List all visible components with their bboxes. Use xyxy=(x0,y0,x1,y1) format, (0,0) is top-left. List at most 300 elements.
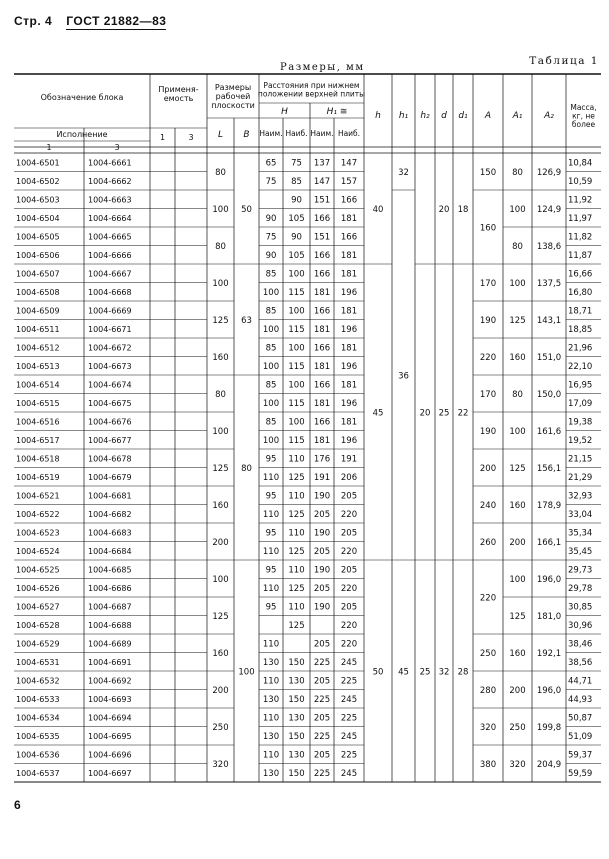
cell-l: 200 xyxy=(212,538,229,548)
table-label: Таблица 1 xyxy=(529,55,599,67)
row-H1-min: 166 xyxy=(313,417,331,428)
cell-h1: 45 xyxy=(398,667,409,678)
row-H-min: 65 xyxy=(265,158,277,169)
row-variant-3: 1004-6664 xyxy=(88,214,132,224)
header-d1: d₁ xyxy=(458,111,468,121)
row-variant-1: 1004-6525 xyxy=(16,565,60,575)
row-H-min: 95 xyxy=(265,602,277,613)
row-mass: 11,97 xyxy=(568,214,593,225)
row-variant-1: 1004-6531 xyxy=(16,658,60,668)
cell-l: 80 xyxy=(215,390,226,400)
cell-l: 160 xyxy=(212,649,229,659)
cell-b: 63 xyxy=(241,316,252,326)
row-H-min: 110 xyxy=(262,584,280,595)
row-H-max: 110 xyxy=(288,491,305,502)
cell-a: 170 xyxy=(479,390,497,400)
row-H-min: 95 xyxy=(265,454,277,465)
row-H1-min: 225 xyxy=(313,769,331,780)
row-variant-1: 1004-6535 xyxy=(16,732,60,742)
cell-a2: 196,0 xyxy=(536,575,562,585)
row-H-min: 110 xyxy=(262,713,280,724)
row-H-min: 110 xyxy=(262,750,280,761)
row-H-max: 115 xyxy=(288,436,305,447)
page-label: Стр. 4 xyxy=(14,14,53,28)
cell-a1: 160 xyxy=(509,649,526,659)
row-H1-min: 181 xyxy=(313,325,331,336)
row-H1-min: 147 xyxy=(313,177,331,188)
row-H1-min: 205 xyxy=(313,713,331,724)
row-H1-max: 205 xyxy=(340,528,358,539)
header-mass: Масса, xyxy=(570,103,597,112)
header-variant-1: 1 xyxy=(46,143,52,152)
row-mass: 59,59 xyxy=(568,769,593,780)
row-mass: 44,71 xyxy=(568,676,593,687)
row-variant-3: 1004-6671 xyxy=(88,325,132,335)
cell-a: 380 xyxy=(479,760,497,770)
row-H-min: 100 xyxy=(262,399,280,410)
row-H1-min: 166 xyxy=(313,343,331,354)
row-variant-3: 1004-6696 xyxy=(88,750,132,760)
row-H-max: 115 xyxy=(288,399,305,410)
header-app-1: 1 xyxy=(159,133,166,142)
cell-d1: 28 xyxy=(457,667,469,678)
row-mass: 21,29 xyxy=(568,473,593,484)
row-H1-min: 181 xyxy=(313,288,331,299)
row-mass: 33,04 xyxy=(568,510,593,521)
row-variant-3: 1004-6666 xyxy=(88,251,132,261)
cell-a1: 320 xyxy=(509,760,526,770)
row-H-min: 100 xyxy=(262,288,280,299)
row-variant-3: 1004-6679 xyxy=(88,473,132,483)
cell-a2: 161,6 xyxy=(536,427,562,437)
row-H1-max: 196 xyxy=(340,288,358,299)
row-H-min: 95 xyxy=(265,528,277,539)
row-mass: 50,87 xyxy=(568,713,593,724)
row-H-max: 110 xyxy=(288,454,305,465)
cell-d: 25 xyxy=(438,408,450,419)
row-H1-min: 166 xyxy=(313,306,331,317)
cell-l: 100 xyxy=(212,279,229,289)
row-H-max: 130 xyxy=(288,750,305,761)
row-H1-min: 181 xyxy=(313,436,331,447)
header-A2: A₂ xyxy=(544,111,554,121)
row-H-max: 150 xyxy=(288,695,305,706)
row-H-max: 150 xyxy=(288,732,305,743)
row-H-max: 115 xyxy=(288,288,305,299)
cell-a1: 200 xyxy=(509,686,526,696)
row-H1-min: 190 xyxy=(313,602,331,613)
cell-a1: 125 xyxy=(509,612,526,622)
row-mass: 11,82 xyxy=(568,232,593,243)
cell-d: 32 xyxy=(438,667,450,678)
row-H-max: 115 xyxy=(288,362,305,373)
row-H-max: 110 xyxy=(288,528,305,539)
row-mass: 44,93 xyxy=(568,695,593,706)
cell-l: 160 xyxy=(212,501,229,511)
row-H-min: 110 xyxy=(262,510,280,521)
row-mass: 29,78 xyxy=(568,584,593,595)
row-H1-max: 181 xyxy=(340,380,358,391)
row-H1-max: 220 xyxy=(340,639,358,650)
cell-a: 260 xyxy=(479,538,497,548)
cell-a1: 125 xyxy=(509,316,526,326)
cell-d1: 22 xyxy=(457,408,469,419)
row-variant-3: 1004-6661 xyxy=(88,158,132,168)
row-H-min: 110 xyxy=(262,676,280,687)
cell-l: 320 xyxy=(212,760,229,770)
row-H1-min: 190 xyxy=(313,491,331,502)
row-variant-3: 1004-6663 xyxy=(88,195,132,205)
row-H-max: 105 xyxy=(288,214,305,225)
row-variant-3: 1004-6672 xyxy=(88,343,132,353)
row-H1-max: 196 xyxy=(340,436,358,447)
row-mass: 18,85 xyxy=(568,325,593,336)
row-H1-max: 181 xyxy=(340,251,358,262)
header-designation: Обозначение блока xyxy=(40,93,124,102)
row-H1-min: 166 xyxy=(313,269,331,280)
row-H-min: 130 xyxy=(262,658,280,669)
row-H1-max: 205 xyxy=(340,602,358,613)
row-variant-1: 1004-6529 xyxy=(16,639,60,649)
row-variant-3: 1004-6683 xyxy=(88,528,132,538)
standard-number: ГОСТ 21882—83 xyxy=(66,14,167,28)
row-H-min: 95 xyxy=(265,491,277,502)
row-H1-max: 220 xyxy=(340,510,358,521)
row-H1-min: 225 xyxy=(313,732,331,743)
row-H-max: 85 xyxy=(291,177,302,188)
cell-b: 50 xyxy=(241,205,252,215)
cell-a: 220 xyxy=(479,593,497,604)
row-mass: 19,38 xyxy=(568,417,593,428)
cell-a: 160 xyxy=(479,223,497,234)
row-H1-min: 205 xyxy=(313,510,331,521)
cell-a1: 160 xyxy=(509,501,526,511)
cell-a1: 100 xyxy=(509,279,526,289)
row-mass: 11,92 xyxy=(568,195,593,206)
row-variant-1: 1004-6511 xyxy=(16,325,60,335)
header-working-plane: плоскости xyxy=(211,101,255,110)
row-H-max: 125 xyxy=(288,584,305,595)
row-variant-1: 1004-6521 xyxy=(16,491,60,501)
header-A1: A₁ xyxy=(512,111,523,121)
row-variant-1: 1004-6504 xyxy=(16,214,60,224)
cell-l: 125 xyxy=(212,464,229,474)
row-H-min: 110 xyxy=(262,639,280,650)
row-H1-max: 220 xyxy=(340,621,358,632)
cell-a2: 196,0 xyxy=(536,686,562,696)
row-H1-min: 166 xyxy=(313,251,331,262)
row-H1-min: 205 xyxy=(313,676,331,687)
row-H1-min: 225 xyxy=(313,695,331,706)
row-H1-min: 190 xyxy=(313,528,331,539)
page-number: 6 xyxy=(14,798,21,812)
row-H1-max: 181 xyxy=(340,306,358,317)
row-variant-1: 1004-6512 xyxy=(16,343,60,353)
row-H1-min: 137 xyxy=(313,158,331,169)
row-variant-1: 1004-6519 xyxy=(16,473,60,483)
row-H-min: 130 xyxy=(262,769,280,780)
row-H1-max: 205 xyxy=(340,491,358,502)
header-working-plane: рабочей xyxy=(215,92,251,101)
cell-l: 250 xyxy=(212,723,229,733)
row-variant-3: 1004-6665 xyxy=(88,232,132,242)
cell-l: 100 xyxy=(212,427,229,437)
row-variant-1: 1004-6503 xyxy=(16,195,60,205)
row-H-max: 130 xyxy=(288,676,305,687)
row-H-max: 105 xyxy=(288,251,305,262)
row-H1-max: 245 xyxy=(340,732,358,743)
row-H-min: 85 xyxy=(265,306,277,317)
sizes-label: Размеры, мм xyxy=(280,62,365,73)
row-H-min: 85 xyxy=(265,343,277,354)
cell-a: 280 xyxy=(479,686,497,696)
row-variant-3: 1004-6687 xyxy=(88,602,132,612)
row-H1-max: 245 xyxy=(340,769,358,780)
header-app-3: 3 xyxy=(188,133,194,142)
row-mass: 17,09 xyxy=(568,399,593,410)
row-H-max: 150 xyxy=(288,658,305,669)
row-H-max: 150 xyxy=(288,769,305,780)
row-mass: 32,93 xyxy=(568,491,593,502)
cell-a1: 160 xyxy=(509,353,526,363)
header-A: A xyxy=(484,111,492,121)
row-variant-3: 1004-6673 xyxy=(88,362,132,372)
row-H-min: 85 xyxy=(265,269,277,280)
row-variant-1: 1004-6526 xyxy=(16,584,60,594)
row-mass: 16,80 xyxy=(568,288,593,299)
cell-a1: 200 xyxy=(509,538,526,548)
cell-a2: 151,0 xyxy=(536,353,562,363)
row-variant-1: 1004-6513 xyxy=(16,362,60,372)
row-variant-3: 1004-6677 xyxy=(88,436,132,446)
row-H1-min: 181 xyxy=(313,399,331,410)
row-H1-max: 205 xyxy=(340,565,358,576)
row-H-max: 125 xyxy=(288,473,305,484)
cell-a2: 126,9 xyxy=(536,168,562,178)
row-H1-max: 181 xyxy=(340,269,358,280)
row-mass: 35,34 xyxy=(568,528,593,539)
row-H1-max: 225 xyxy=(340,713,358,724)
row-H1-max: 206 xyxy=(340,473,358,484)
row-H1-min: 205 xyxy=(313,547,331,558)
row-H1-min: 205 xyxy=(313,639,331,650)
row-H-max: 125 xyxy=(288,621,305,632)
row-H-min: 75 xyxy=(265,177,277,188)
row-variant-1: 1004-6502 xyxy=(16,177,60,187)
header-variant-3: 3 xyxy=(114,143,120,152)
row-variant-3: 1004-6684 xyxy=(88,547,132,557)
cell-a1: 80 xyxy=(512,390,523,400)
cell-a2: 138,6 xyxy=(536,242,562,252)
row-variant-3: 1004-6676 xyxy=(88,417,132,427)
row-H-max: 100 xyxy=(288,343,305,354)
row-H1-max: 220 xyxy=(340,584,358,595)
cell-l: 100 xyxy=(212,205,229,215)
row-H-max: 100 xyxy=(288,417,305,428)
row-variant-3: 1004-6686 xyxy=(88,584,132,594)
row-H-max: 75 xyxy=(291,158,302,169)
row-H-min: 110 xyxy=(262,547,280,558)
cell-l: 100 xyxy=(212,575,229,585)
cell-a: 320 xyxy=(479,723,497,733)
row-variant-1: 1004-6534 xyxy=(16,713,60,723)
row-H-min: 90 xyxy=(265,214,277,225)
row-H1-min: 191 xyxy=(313,473,331,484)
cell-h: 50 xyxy=(372,667,384,678)
row-mass: 11,87 xyxy=(568,251,593,262)
row-mass: 30,85 xyxy=(568,602,593,613)
row-H1-min: 151 xyxy=(313,232,331,243)
row-H-min: 100 xyxy=(262,436,280,447)
row-mass: 16,95 xyxy=(568,380,593,391)
row-variant-1: 1004-6508 xyxy=(16,288,60,298)
row-variant-1: 1004-6501 xyxy=(16,158,60,168)
cell-a: 150 xyxy=(479,168,497,178)
header-H1-min: Наим. xyxy=(310,129,334,138)
header-h: h xyxy=(375,111,381,121)
row-H-min: 85 xyxy=(265,380,277,391)
row-H-max: 110 xyxy=(288,565,305,576)
row-H1-max: 225 xyxy=(340,750,358,761)
header-L: L xyxy=(217,130,224,140)
row-mass: 51,09 xyxy=(568,732,593,743)
row-H1-max: 245 xyxy=(340,658,358,669)
cell-h2: 25 xyxy=(419,667,431,678)
cell-a1: 250 xyxy=(509,723,526,733)
cell-l: 125 xyxy=(212,316,229,326)
cell-a2: 166,1 xyxy=(536,538,562,548)
cell-b: 100 xyxy=(238,667,255,678)
row-H1-max: 181 xyxy=(340,417,358,428)
row-H1-max: 166 xyxy=(340,232,358,243)
row-mass: 35,45 xyxy=(568,547,593,558)
cell-d1: 18 xyxy=(457,205,469,215)
header-H-min: Наим. xyxy=(259,129,283,138)
row-H-min: 130 xyxy=(262,695,280,706)
cell-a: 200 xyxy=(479,464,497,474)
row-variant-1: 1004-6506 xyxy=(16,251,60,261)
cell-a1: 100 xyxy=(509,427,526,437)
header-H1-max: Наиб. xyxy=(337,129,361,138)
row-H-max: 100 xyxy=(288,269,305,280)
row-variant-3: 1004-6667 xyxy=(88,269,132,279)
row-mass: 10,84 xyxy=(568,158,593,169)
row-variant-1: 1004-6527 xyxy=(16,602,60,612)
row-H1-min: 225 xyxy=(313,658,331,669)
cell-h: 40 xyxy=(372,205,384,215)
header-H-max: Наиб. xyxy=(285,129,308,138)
cell-a: 250 xyxy=(479,649,497,659)
row-H1-max: 166 xyxy=(340,195,358,206)
row-H1-min: 181 xyxy=(313,362,331,373)
row-H1-max: 196 xyxy=(340,399,358,410)
row-variant-3: 1004-6675 xyxy=(88,399,132,409)
cell-l: 200 xyxy=(212,686,229,696)
row-variant-1: 1004-6507 xyxy=(16,269,60,279)
row-variant-3: 1004-6674 xyxy=(88,380,132,390)
row-variant-1: 1004-6523 xyxy=(16,528,60,538)
row-H1-min: 205 xyxy=(313,584,331,595)
cell-a1: 100 xyxy=(509,575,526,585)
row-H-min: 75 xyxy=(265,232,277,243)
row-variant-3: 1004-6697 xyxy=(88,769,132,779)
row-variant-1: 1004-6532 xyxy=(16,676,60,686)
row-H1-min: 190 xyxy=(313,565,331,576)
header-mass: кг, не xyxy=(572,111,595,121)
cell-a1: 125 xyxy=(509,464,526,474)
row-variant-1: 1004-6515 xyxy=(16,399,60,409)
row-H-min: 90 xyxy=(265,251,277,262)
cell-a1: 80 xyxy=(512,168,523,178)
row-H-max: 100 xyxy=(288,380,305,391)
row-H1-min: 151 xyxy=(313,195,331,206)
row-H-max: 125 xyxy=(288,547,305,558)
cell-h1: 32 xyxy=(398,168,409,178)
row-mass: 21,96 xyxy=(568,343,593,354)
cell-d: 20 xyxy=(438,205,450,215)
row-variant-1: 1004-6537 xyxy=(16,769,60,779)
row-H1-max: 147 xyxy=(340,158,358,169)
row-mass: 21,15 xyxy=(568,454,593,465)
cell-a2: 199,8 xyxy=(536,723,562,733)
header-h1: h₁ xyxy=(398,111,409,121)
row-mass: 38,56 xyxy=(568,658,593,669)
row-variant-3: 1004-6662 xyxy=(88,177,132,187)
cell-h1: 36 xyxy=(398,371,409,382)
row-variant-1: 1004-6516 xyxy=(16,417,60,427)
header-d: d xyxy=(441,111,447,121)
header-mass: более xyxy=(571,120,596,129)
cell-a: 190 xyxy=(479,316,497,326)
row-variant-1: 1004-6505 xyxy=(16,232,60,242)
row-H-max: 110 xyxy=(288,602,305,613)
cell-l: 160 xyxy=(212,353,229,363)
row-variant-3: 1004-6688 xyxy=(88,621,132,631)
cell-a: 220 xyxy=(479,353,497,363)
cell-a: 190 xyxy=(479,427,497,437)
row-variant-3: 1004-6668 xyxy=(88,288,132,298)
row-H1-max: 191 xyxy=(340,454,358,465)
header-B: B xyxy=(243,130,250,140)
row-H-max: 90 xyxy=(291,195,302,206)
row-H1-max: 220 xyxy=(340,547,358,558)
cell-a2: 204,9 xyxy=(536,760,562,770)
cell-l: 80 xyxy=(215,242,226,252)
row-mass: 16,66 xyxy=(568,269,593,280)
row-H-min: 110 xyxy=(262,473,280,484)
header-application: Применя- xyxy=(158,85,199,94)
row-mass: 22,10 xyxy=(568,362,593,373)
cell-l: 125 xyxy=(212,612,229,622)
row-variant-3: 1004-6681 xyxy=(88,491,132,501)
cell-l: 80 xyxy=(215,168,226,178)
row-H1-max: 181 xyxy=(340,343,358,354)
row-H-max: 130 xyxy=(288,713,305,724)
cell-a2: 178,9 xyxy=(536,501,562,511)
cell-a2: 181,0 xyxy=(536,612,562,622)
header-variant: Исполнение xyxy=(56,130,108,139)
header-H: H xyxy=(281,107,288,117)
row-variant-3: 1004-6678 xyxy=(88,454,132,464)
row-H-min: 85 xyxy=(265,417,277,428)
cell-a2: 124,9 xyxy=(536,205,562,215)
row-H1-max: 157 xyxy=(340,177,358,188)
row-variant-1: 1004-6522 xyxy=(16,510,60,520)
row-H1-min: 205 xyxy=(313,750,331,761)
row-mass: 59,37 xyxy=(568,750,593,761)
cell-a1: 80 xyxy=(512,242,523,252)
row-variant-3: 1004-6695 xyxy=(88,732,132,742)
